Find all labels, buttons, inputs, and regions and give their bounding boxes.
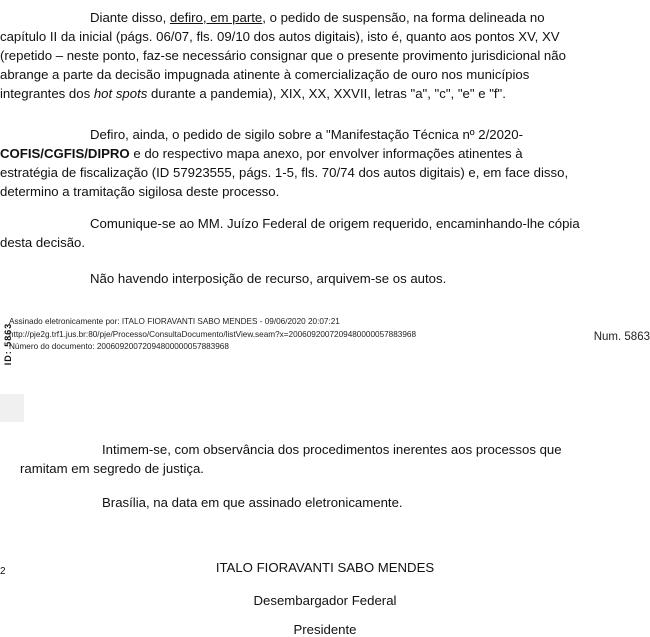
para2-line3: estratégia de fiscalização (ID 57923555, págs. 1-5, fls. 70/74 dos autos digitais) e, em face disso, — [0, 165, 569, 180]
signed-by-line: Assinado eletronicamente por: ITALO FIORAVANTI SABO MENDES - 09/06/2020 20:07:21 — [9, 317, 340, 326]
para1-line4: abrange a parte da decisão impugnada atinente à comercialização de ouro nos municípios — [0, 67, 530, 82]
paragraph-intimation — [0, 440, 650, 478]
para4-text: Não havendo interposição de recurso, arquivem-se os autos. — [90, 271, 447, 286]
para1-line3: (repetido – neste ponto, faz-se necessário consignar que o presente provimento jurisdicional não — [0, 48, 566, 63]
p2-para1-line1: Intimem-se, com observância dos procedimentos inerentes aos processos que — [102, 442, 562, 457]
paragraph-suspension — [0, 8, 640, 103]
para1-line5-italic: hot spots — [93, 86, 148, 101]
para3-line2: desta decisão. — [0, 235, 86, 250]
para1-underlined: defiro, em parte — [169, 10, 263, 25]
paragraph-archive — [0, 269, 640, 288]
page-break-band — [0, 394, 24, 422]
para1-line1-rest: , o pedido de suspensão, na forma delineada no — [262, 10, 545, 25]
electronic-signature-footer — [0, 309, 650, 394]
page-num-label: Num. 5863 — [593, 331, 650, 343]
para2-line4: determino a tramitação sigilosa deste processo. — [0, 184, 280, 199]
signer-title: Desembargador Federal — [253, 593, 397, 608]
rotated-id-label: ID: 5863 — [3, 322, 13, 366]
para1-lead: Diante disso, — [90, 10, 170, 25]
para1-line2: capítulo II da inicial (págs. 06/07, fls. 09/10 dos autos digitais), isto é, quanto aos pontos XV, XV — [0, 29, 560, 44]
stray-mark: 2 — [0, 566, 6, 577]
signer-role: Presidente — [293, 622, 357, 637]
para1-line5a: integrantes dos — [0, 86, 94, 101]
document-number: Número do documento: 20060920072094800000057883968 — [9, 342, 229, 351]
para2-bold-code: COFIS/CGFIS/DIPRO — [0, 146, 130, 161]
para2-line1: Defiro, ainda, o pedido de sigilo sobre a "Manifestação Técnica nº 2/2020- — [90, 127, 523, 142]
signer-name: ITALO FIORAVANTI SABO MENDES — [215, 560, 435, 575]
paragraph-communicate — [0, 214, 640, 252]
para3-line1: Comunique-se ao MM. Juízo Federal de origem requerido, encaminhando-lhe cópia — [90, 216, 580, 231]
paragraph-date-place — [0, 493, 650, 512]
para1-line5b: durante a pandemia), XIX, XX, XXVII, letras "a", "c", "e" e "f". — [147, 86, 506, 101]
signature-info — [9, 316, 416, 354]
paragraph-secrecy — [0, 125, 640, 201]
p2-para2: Brasília, na data em que assinado eletronicamente. — [102, 495, 403, 510]
p2-para1-line2: ramitam em segredo de justiça. — [20, 461, 204, 476]
document-url[interactable]: http://pje2g.trf1.jus.br:80/pje/Processo/ConsultaDocumento/listView.seam?x=2006092007209480000057883968 — [9, 329, 417, 339]
para2-line2-rest: e do respectivo mapa anexo, por envolver informações atinentes à — [129, 146, 523, 161]
